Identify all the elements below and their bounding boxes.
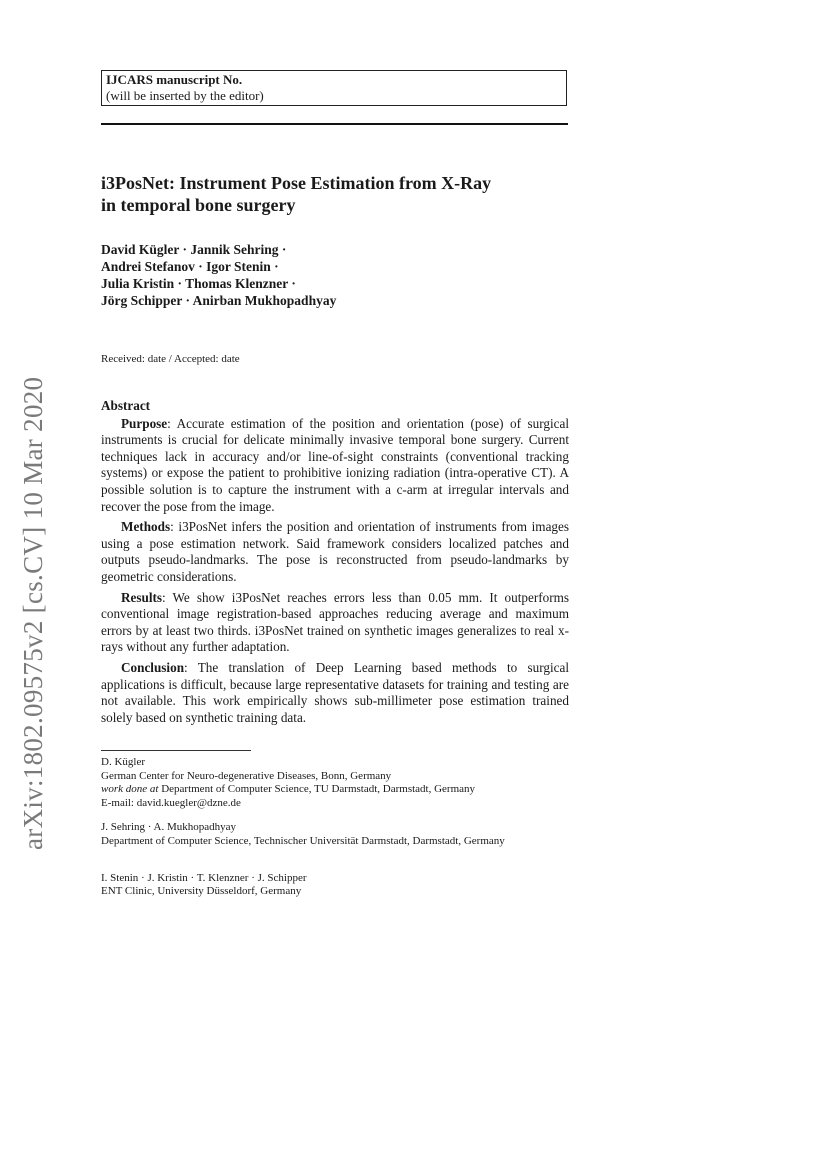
abstract-purpose (101, 416, 569, 516)
paper-title (101, 172, 581, 216)
author-line: Andrei Stefanov · Igor Stenin · (101, 259, 279, 274)
affiliation-names: I. Stenin · J. Kristin · T. Klenzner · J. Schipper (101, 871, 307, 884)
editor-note: (will be inserted by the editor) (106, 88, 264, 103)
purpose-text: : Accurate estimation of the position and orientation (pose) of surgical instruments is crucial for delicate minimally invasive temporal bone surgery. Current techniques lack in accuracy and/or line-of-sight constraints (conventional tracking systems) or expose the patient to prohibitive ionizing radiation (intra-operative CT). A possible solution is to capture the instrument with a c-arm at irregular intervals and recover the pose from the image. (101, 415, 569, 514)
results-text: : We show i3PosNet reaches errors less than 0.05 mm. It outperforms conventional image registration-based approaches reducing average and maximum errors by at least two thirds. i3PosNet trained on synthetic images generalizes to real x-rays without any further adaptation. (101, 589, 569, 655)
header-rule (101, 123, 568, 125)
results-label: Results (121, 589, 163, 605)
abstract-methods (101, 519, 569, 585)
affiliation-line: ENT Clinic, University Düsseldorf, Germany (101, 885, 302, 898)
affiliation-names: D. Kügler (101, 756, 145, 768)
title-line-2: in temporal bone surgery (101, 195, 296, 215)
affiliations (101, 756, 571, 910)
affiliation-group (101, 872, 571, 899)
conclusion-text: : The translation of Deep Learning based methods to surgical applications is difficult, because large representative datasets for training and testing are not available. This work empirically shows sub-millimeter pose estimation trained solely based on synthetic training data. (101, 659, 569, 725)
journal-label: IJCARS manuscript No. (106, 72, 243, 87)
affiliation-group (101, 756, 571, 810)
email-line: E-mail: david.kuegler@dzne.de (101, 796, 241, 809)
affiliation-line: German Center for Neuro-degenerative Diseases, Bonn, Germany (101, 769, 392, 782)
footnote-rule (101, 750, 251, 751)
manuscript-box (101, 70, 567, 106)
methods-label: Methods (121, 519, 171, 535)
affiliation-names: J. Sehring · A. Mukhopadhyay (101, 821, 237, 834)
affiliation-line (101, 783, 571, 797)
abstract-conclusion (101, 660, 569, 726)
abstract (101, 398, 569, 730)
author-line: David Kügler · Jannik Sehring · (101, 242, 287, 257)
affiliation-group (101, 821, 571, 848)
work-done-label: work done at (101, 783, 159, 796)
arxiv-identifier: arXiv:1802.09575v2 [cs.CV] 10 Mar 2020 (18, 376, 48, 850)
author-line: Julia Kristin · Thomas Klenzner · (101, 276, 296, 291)
work-done-text: Department of Computer Science, TU Darmstadt, Darmstadt, Germany (158, 783, 476, 796)
purpose-label: Purpose (121, 415, 168, 431)
author-list (101, 241, 561, 309)
affiliation-line: Department of Computer Science, Technischer Universität Darmstadt, Darmstadt, Germany (101, 834, 505, 847)
author-line: Jörg Schipper · Anirban Mukhopadhyay (101, 293, 337, 308)
title-line-1: i3PosNet: Instrument Pose Estimation from X-Ray (101, 173, 492, 193)
methods-text: : i3PosNet infers the position and orientation of instruments from images using a pose estimation network. Said framework considers localized patches and outputs pseudo-landmarks. The pose is reconstructed from pseudo-landmarks by geometric considerations. (101, 519, 569, 584)
conclusion-label: Conclusion (121, 659, 185, 675)
abstract-heading: Abstract (101, 398, 151, 413)
received-date: Received: date / Accepted: date (101, 353, 240, 365)
abstract-results (101, 590, 569, 656)
